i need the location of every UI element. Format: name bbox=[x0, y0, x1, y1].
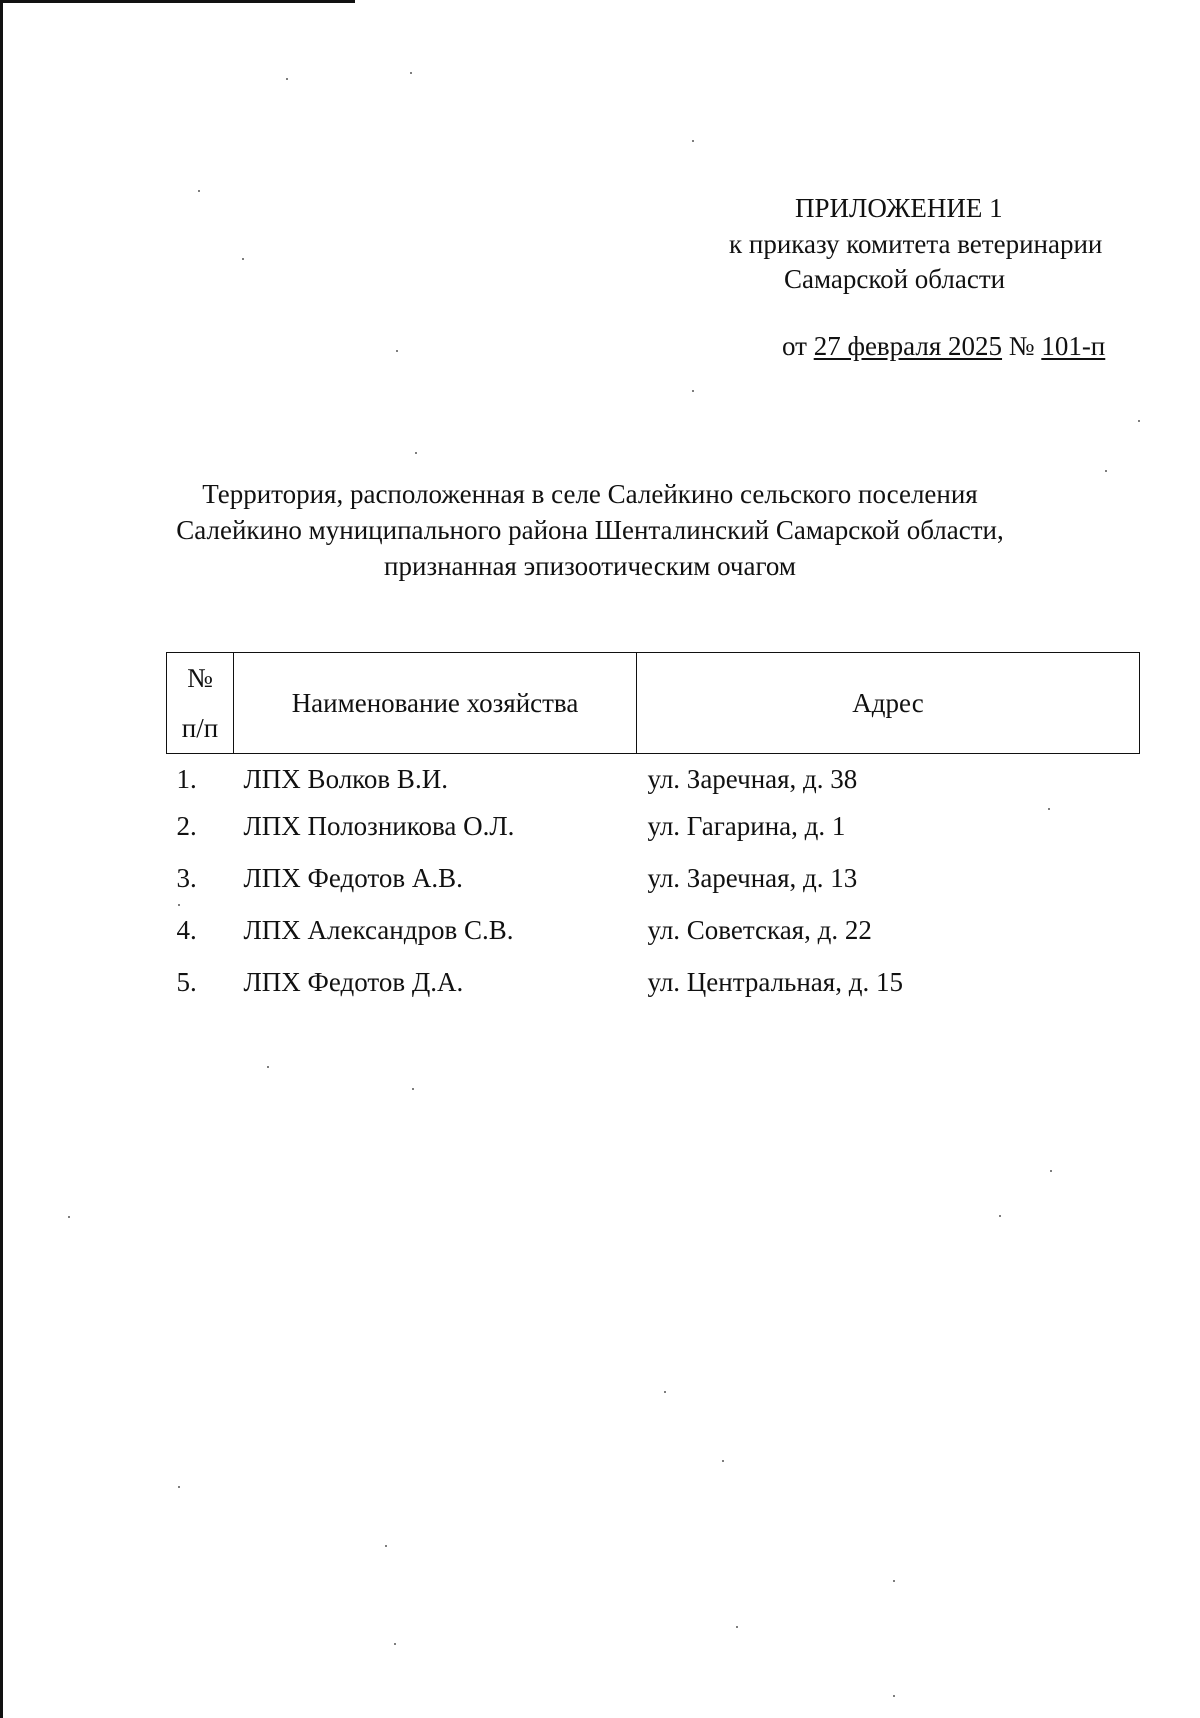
appendix-order-reference: к приказу комитета ветеринарии bbox=[729, 229, 1103, 259]
heading-line: Салейкино муниципального района Шенталинский Самарской области, bbox=[176, 515, 1004, 545]
row-number: 2. bbox=[176, 810, 197, 841]
farm-name: ЛПХ Александров С.В. bbox=[243, 914, 514, 945]
scan-speck bbox=[394, 1643, 396, 1645]
scan-speck bbox=[415, 452, 417, 454]
scan-speck bbox=[692, 140, 694, 142]
heading-line: признанная эпизоотическим очагом bbox=[384, 551, 796, 581]
farm-name: ЛПХ Федотов А.В. bbox=[243, 862, 463, 893]
farm-address: ул. Заречная, д. 13 bbox=[647, 862, 858, 893]
scan-speck bbox=[68, 1216, 70, 1218]
scan-speck bbox=[242, 258, 244, 260]
farm-name: ЛПХ Полозникова О.Л. bbox=[243, 810, 515, 841]
scan-speck bbox=[267, 1066, 269, 1068]
heading-line: Территория, расположенная в селе Салейкино сельского поселения bbox=[202, 479, 978, 509]
table-header-row bbox=[167, 653, 1140, 754]
scan-speck bbox=[999, 1215, 1001, 1217]
scan-speck bbox=[722, 1460, 724, 1462]
scan-speck bbox=[893, 1695, 895, 1697]
scan-speck bbox=[664, 1391, 666, 1393]
scan-edge bbox=[0, 0, 3, 1718]
row-number: 1. bbox=[176, 763, 197, 794]
scan-speck bbox=[396, 350, 398, 352]
farm-name: ЛПХ Федотов Д.А. bbox=[243, 966, 464, 997]
scan-speck bbox=[385, 1545, 387, 1547]
order-date: 27 февраля 2025 bbox=[813, 331, 1003, 361]
order-date-number bbox=[782, 328, 1105, 364]
order-number: 101-п bbox=[1041, 331, 1106, 361]
table-row bbox=[167, 956, 1140, 1008]
appendix-title: ПРИЛОЖЕНИЕ 1 bbox=[795, 193, 1003, 223]
scan-speck bbox=[893, 1580, 895, 1582]
scan-speck bbox=[410, 72, 412, 74]
appendix-region: Самарской области bbox=[784, 264, 1006, 294]
farm-name: ЛПХ Волков В.И. bbox=[243, 763, 448, 794]
header-number-abbr: п/п bbox=[181, 713, 219, 743]
farm-address: ул. Центральная, д. 15 bbox=[647, 966, 903, 997]
table-row bbox=[167, 800, 1140, 852]
scan-edge bbox=[0, 0, 355, 3]
farms-table bbox=[166, 652, 1140, 1008]
document-heading bbox=[130, 476, 1050, 584]
row-number: 4. bbox=[176, 914, 197, 945]
column-header-number bbox=[167, 653, 234, 754]
order-prefix: от bbox=[782, 331, 814, 361]
table-row bbox=[167, 904, 1140, 956]
table-row bbox=[167, 754, 1140, 801]
scan-speck bbox=[692, 390, 694, 392]
row-number: 3. bbox=[176, 862, 197, 893]
scan-speck bbox=[286, 78, 288, 80]
scan-speck bbox=[198, 190, 200, 192]
column-header-address: Адрес bbox=[637, 653, 1140, 754]
scan-speck bbox=[1050, 1170, 1052, 1172]
scan-speck bbox=[736, 1626, 738, 1628]
row-number: 5. bbox=[176, 966, 197, 997]
order-number-sign: № bbox=[1002, 331, 1042, 361]
farm-address: ул. Советская, д. 22 bbox=[647, 914, 872, 945]
scan-speck bbox=[412, 1088, 414, 1090]
column-header-farm-name: Наименование хозяйства bbox=[234, 653, 637, 754]
header-number-symbol: № bbox=[187, 663, 213, 693]
farm-address: ул. Заречная, д. 38 bbox=[647, 763, 858, 794]
scan-speck bbox=[1138, 420, 1140, 422]
scan-speck bbox=[178, 1486, 180, 1488]
farm-address: ул. Гагарина, д. 1 bbox=[647, 810, 846, 841]
scan-speck bbox=[1105, 470, 1107, 472]
table-row bbox=[167, 852, 1140, 904]
